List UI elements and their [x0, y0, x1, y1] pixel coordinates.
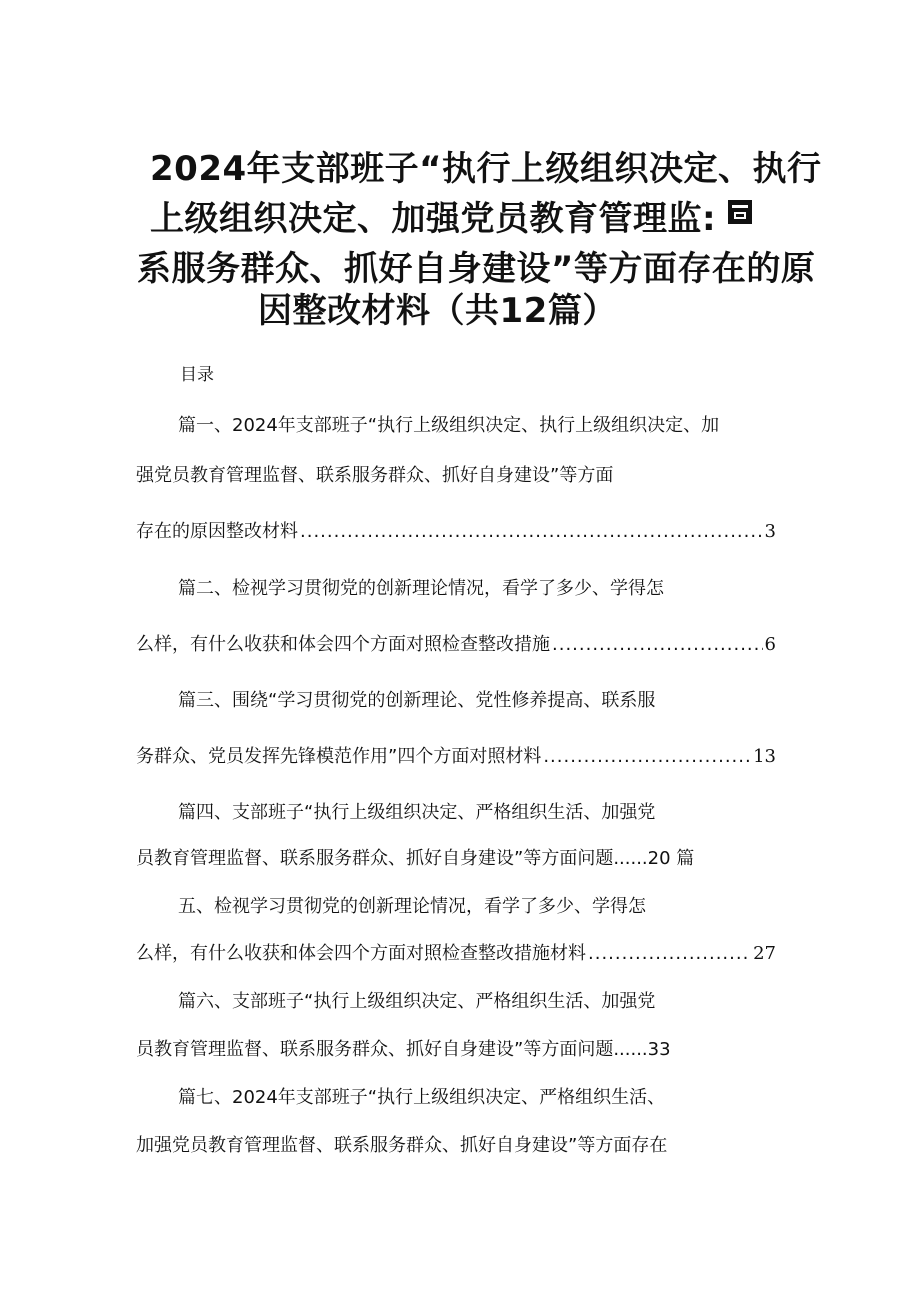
toc-dot-leader — [552, 631, 763, 659]
toc-entry-3-line-1: 篇三、围绕“学习贯彻党的创新理论、党性修养提高、联系服 — [178, 690, 656, 711]
toc-entry-1-text: 存在的原因整改材料 — [136, 521, 298, 542]
toc-entry-1-line-2: 强党员教育管理监督、联系服务群众、抓好自身建设”等方面 — [136, 465, 614, 486]
toc-entry-5-text: 么样，有什么收获和体会四个方面对照检查整改措施材料 — [136, 943, 586, 964]
toc-dot-leader — [588, 940, 751, 968]
toc-dot-leader — [543, 743, 751, 771]
document-title-line-4: 因整改材料（共12篇） — [258, 291, 617, 331]
toc-entry-5-line-2 — [136, 940, 776, 968]
toc-entry-3-line-2 — [136, 743, 776, 771]
toc-heading: 目录 — [180, 365, 214, 385]
document-title-line-2-text: 上级组织决定、加强党员教育管理监: — [150, 199, 717, 239]
toc-entry-6-line-2: 员教育管理监督、联系服务群众、抓好自身建设”等方面问题......33 — [136, 1039, 671, 1060]
toc-entry-3-text: 务群众、党员发挥先锋模范作用”四个方面对照材料 — [136, 746, 542, 767]
toc-entry-2-text: 么样，有什么收获和体会四个方面对照检查整改措施 — [136, 634, 550, 655]
toc-entry-7-line-2: 加强党员教育管理监督、联系服务群众、抓好自身建设”等方面存在 — [136, 1135, 668, 1156]
document-title-line-3: 系服务群众、抓好自身建设”等方面存在的原 — [137, 249, 816, 289]
document-title-line-1: 2024年支部班子“执行上级组织决定、执行 — [150, 149, 822, 189]
stamp-icon — [728, 200, 752, 224]
toc-entry-2-line-2 — [136, 631, 776, 659]
toc-entry-6-line-1: 篇六、支部班子“执行上级组织决定、严格组织生活、加强党 — [178, 991, 656, 1012]
document-title-line-2 — [150, 196, 752, 242]
toc-entry-5-line-1: 五、检视学习贯彻党的创新理论情况，看学了多少、学得怎 — [178, 896, 646, 917]
toc-entry-1-line-1: 篇一、2024年支部班子“执行上级组织决定、执行上级组织决定、加 — [178, 415, 720, 436]
toc-entry-2-page: 6 — [764, 634, 776, 655]
toc-entry-7-line-1: 篇七、2024年支部班子“执行上级组织决定、严格组织生活、 — [178, 1087, 666, 1108]
toc-entry-2-line-1: 篇二、检视学习贯彻党的创新理论情况，看学了多少、学得怎 — [178, 578, 664, 599]
toc-entry-1-page: 3 — [764, 521, 776, 542]
toc-dot-leader — [300, 518, 763, 546]
toc-entry-5-page: 27 — [753, 943, 776, 964]
toc-entry-4-line-1: 篇四、支部班子“执行上级组织决定、严格组织生活、加强党 — [178, 802, 656, 823]
toc-entry-4-line-2: 员教育管理监督、联系服务群众、抓好自身建设”等方面问题......20 篇 — [136, 848, 695, 869]
toc-entry-3-page: 13 — [753, 746, 776, 767]
toc-entry-1-line-3 — [136, 518, 776, 546]
